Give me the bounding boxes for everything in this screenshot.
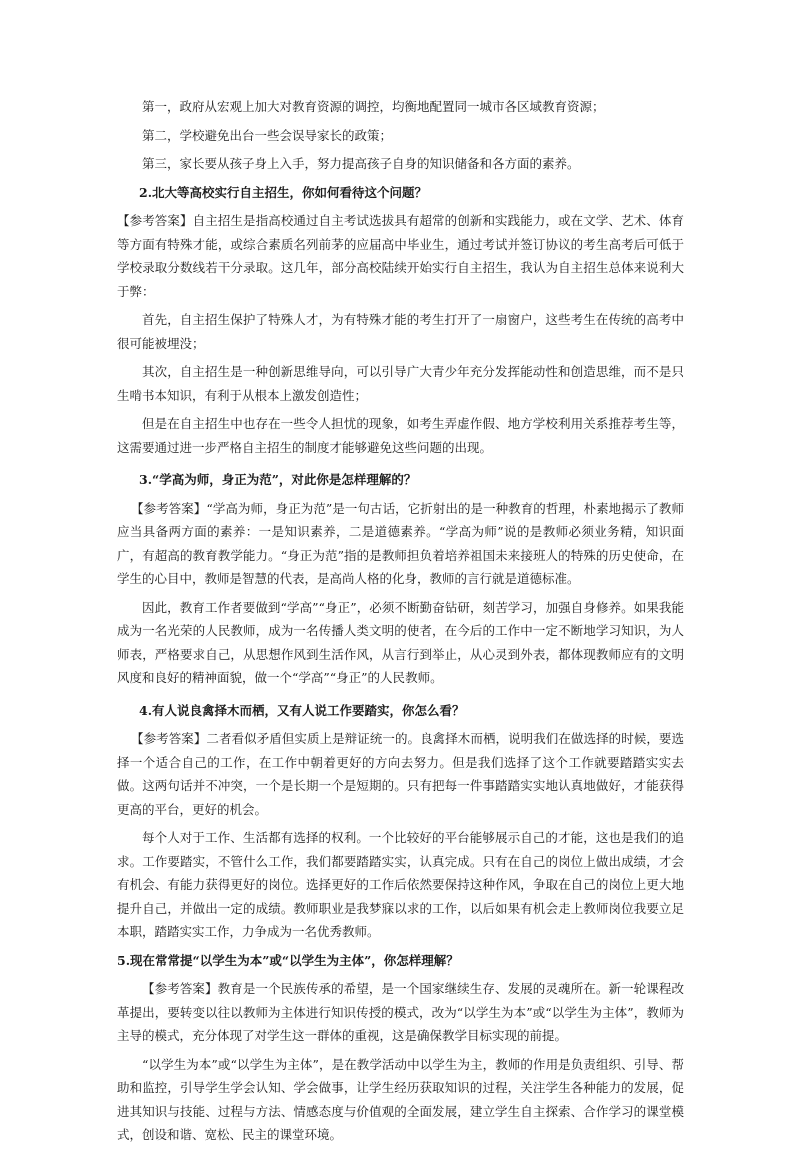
question-5-answer: 【参考答案】教育是一个民族传承的希望，是一个国家继续生存、发展的灵魂所在。新一轮课程改革提出，要转变以往以教师为主体进行知识传授的模式，改为“以学生为本”或“以学生为主体”，教师为主导的模式，充分体现了对学生这一群体的重视，这是确保教学目标实现的前提。 [117,981,684,1043]
question-2-paragraph-2: 其次，自主招生是一种创新思维导向，可以引导广大青少年充分发挥能动性和创造思维，而不是只生啃书本知识，有利于从根本上激发创造性； [117,364,684,403]
question-2-answer: 【参考答案】自主招生是指高校通过自主考试选拔具有超常的创新和实践能力，或在文学、艺术、体育等方面有特殊才能，或综合素质名列前茅的应届高中毕业生，通过考试并签订协议的考生高考后可低于学校录取分数线若干分录取。这几年，部分高校陆续开始实行自主招生，我认为自主招生总体来说利大于弊： [117,213,684,299]
intro-point-3: 第三，家长要从孩子身上入手，努力提高孩子自身的知识储备和各方面的素养。 [142,156,580,171]
question-4-paragraph-1: 每个人对于工作、生活都有选择的权利。一个比较好的平台能够展示自己的才能，这也是我们的追求。工作要踏实，不管什么工作，我们都要踏踏实实，认真完成。只有在自己的岗位上做出成绩，才会有机会、有能力获得更好的岗位。选择更好的工作后依然要保持这种作风，争取在自己的岗位上更大地提升自己，并做出一定的成绩。教师职业是我梦寐以求的工作，以后如果有机会走上教师岗位我要立足本职，踏踏实实工作，力争成为一名优秀教师。 [117,830,684,939]
question-4-answer: 【参考答案】二者看似矛盾但实质上是辩证统一的。良禽择木而栖，说明我们在做选择的时候，要选择一个适合自己的工作，在工作中朝着更好的方向去努力。但是我们选择了这个工作就要踏踏实实去做。这两句话并不冲突，一个是长期一个是短期的。只有把每一件事踏踏实实地认真地做好，才能获得更高的平台，更好的机会。 [117,731,684,817]
question-3-paragraph-1: 因此，教育工作者要做到“学高”“身正”，必须不断勤奋钻研，刻苦学习，加强自身修养。如果我能成为一名光荣的人民教师，成为一名传播人类文明的使者，在今后的工作中一定不断地学习知识，为人师表，严格要求自己，从思想作风到生活作风，从言行到举止，从心灵到外表，都体现教师应有的文明风度和良好的精神面貌，做一个“学高”“身正”的人民教师。 [117,599,684,685]
question-3-heading: 3.“学高为师，身正为范”，对此你是怎样理解的？ [139,472,417,487]
question-3-answer: 【参考答案】“学高为师，身正为范”是一句古话，它折射出的是一种教育的哲理，朴素地揭示了教师应当具备两方面的素养：一是知识素养，二是道德素养。“学高为师”说的是教师必须业务精，知识面广，有超高的教育教学能力。“身正为范”指的是教师担负着培养祖国未来接班人的特殊的历史使命，在学生的心目中，教师是智慧的代表，是高尚人格的化身，教师的言行就是道德标准。 [117,500,684,586]
intro-point-2: 第二，学校避免出台一些会误导家长的政策； [142,127,393,143]
document-page [117,95,684,1152]
question-2-heading: 2.北大等高校实行自主招生，你如何看待这个问题？ [139,184,428,200]
question-5-paragraph-1: “以学生为本”或“以学生为主体”，是在教学活动中以学生为主，教师的作用是负责组织、引导、帮助和监控，引导学生学会认知、学会做事，让学生经历获取知识的过程，关注学生各种能力的发展，促进其知识与技能、过程与方法、情感态度与价值观的全面发展，建立学生自主探索、合作学习的课堂模式，创设和谐、宽松、民主的课堂环境。 [117,1056,684,1142]
question-5-heading: 5.现在常常提“以学生为本”或“以学生为主体”，你怎样理解？ [117,952,459,968]
question-2-paragraph-1: 首先，自主招生保护了特殊人才，为有特殊才能的考生打开了一扇窗户，这些考生在传统的高考中很可能被埋没； [117,312,684,351]
question-4-heading: 4.有人说良禽择木而栖，又有人说工作要踏实，你怎么看？ [139,702,465,718]
intro-point-1: 第一，政府从宏观上加大对教育资源的调控，均衡地配置同一城市各区域教育资源； [142,99,605,114]
question-2-paragraph-3: 但是在自主招生中也存在一些令人担忧的现象，如考生弄虚作假、地方学校利用关系推荐考生等，这需要通过进一步严格自主招生的制度才能够避免这些问题的出现。 [117,416,684,455]
